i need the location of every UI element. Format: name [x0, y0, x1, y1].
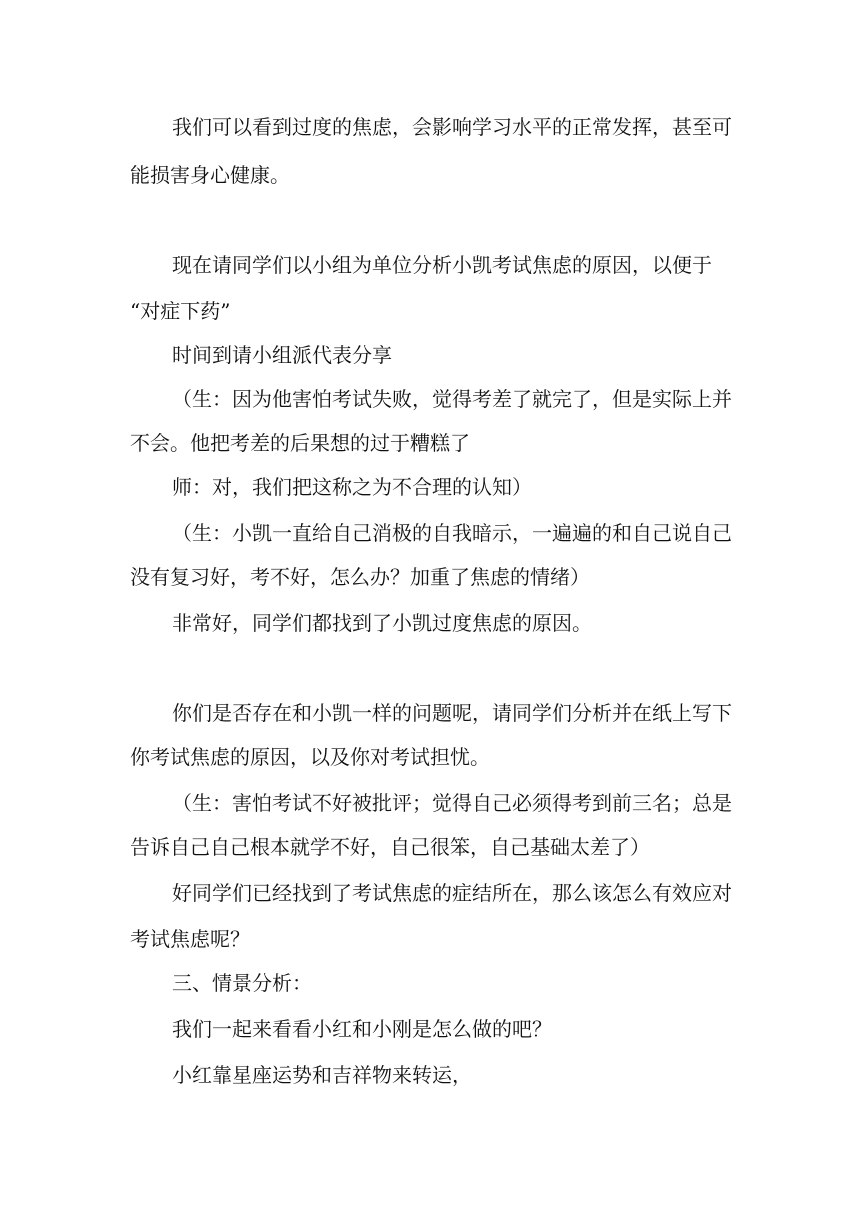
paragraph-line: 时间到请小组派代表分享 [172, 343, 392, 367]
paragraph-line: 小红靠星座运势和吉祥物来转运， [172, 1063, 472, 1087]
paragraph-line: 师：对，我们把这称之为不合理的认知） [172, 475, 532, 499]
paragraph-line: 非常好，同学们都找到了小凯过度焦虑的原因。 [172, 611, 592, 635]
paragraph-line: 现在请同学们以小组为单位分析小凯考试焦虑的原因，以便于 [172, 253, 712, 277]
paragraph-line: 考试焦虑呢？ [130, 927, 250, 951]
paragraph-line: （生：害怕考试不好被批评；觉得自己必须得考到前三名；总是 [172, 791, 732, 815]
paragraph-line: 能损害身心健康。 [130, 163, 290, 187]
paragraph-line: 没有复习好，考不好，怎么办？加重了焦虑的情绪） [130, 565, 590, 589]
paragraph-line: 不会。他把考差的后果想的过于糟糕了 [130, 431, 470, 455]
paragraph-line: 好同学们已经找到了考试焦虑的症结所在，那么该怎么有效应对 [172, 881, 732, 905]
paragraph-line: “对症下药” [130, 299, 231, 323]
section-heading: 三、情景分析： [172, 971, 312, 995]
paragraph-line: （生：小凯一直给自己消极的自我暗示，一遍遍的和自己说自己 [172, 521, 732, 545]
paragraph-line: （生：因为他害怕考试失败，觉得考差了就完了，但是实际上并 [172, 387, 732, 411]
paragraph-line: 你考试焦虑的原因，以及你对考试担忧。 [130, 745, 490, 769]
paragraph-line: 告诉自己自己根本就学不好，自己很笨，自己基础太差了） [130, 835, 650, 859]
paragraph-line: 我们一起来看看小红和小刚是怎么做的吧？ [172, 1017, 552, 1041]
paragraph-line: 你们是否存在和小凯一样的问题呢，请同学们分析并在纸上写下 [172, 701, 732, 725]
paragraph-line: 我们可以看到过度的焦虑，会影响学习水平的正常发挥，甚至可 [172, 115, 732, 139]
